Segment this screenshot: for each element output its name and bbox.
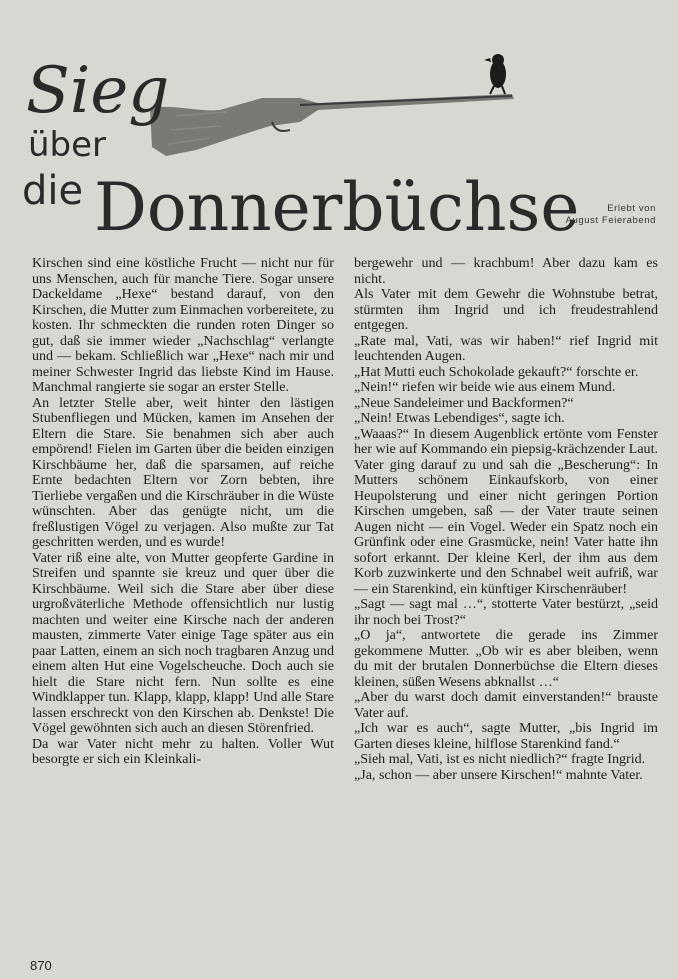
paragraph: „Sieh mal, Vati, ist es nicht niedlich?“ fragte Ingrid. xyxy=(354,751,646,767)
paragraph: „Nein!“ riefen wir beide wie aus einem Mund. xyxy=(354,379,616,395)
text-column-right xyxy=(354,256,658,783)
paragraph: „Nein! Etwas Lebendiges“, sagte ich. xyxy=(354,410,565,426)
starling-bird-illustration xyxy=(484,54,506,94)
page-number: 870 xyxy=(30,958,52,973)
paragraph: An letzter Stelle aber, weit hinter den lästigen Stubenfliegen und Mücken, kamen im Ansehen der Eltern die Stare. Sie benahmen sich aber auch empörend! Fielen im Garten über die beiden einzigen Kirschbäume her, daß die sparsamen, auf reiche Ernte bedachten Eltern vor Zorn bebten, ihre Tierliebe vergaßen und die Kirschräuber in die Wüste wünschten. Aber das genügte nicht, um die freßlustigen Vögel zu verjagen. Also mußte zur Tat geschritten werden, und es wurde! xyxy=(32,394,334,550)
author-credit xyxy=(516,203,656,227)
paragraph: „Waaas?“ In diesem Augenblick ertönte vom Fenster her wie auf Kommando ein piepsig-krächzender Laut. Vater ging darauf zu und sah die „Bescherung“: In Mutters schönem Einkaufskorb, von einer Heupolsterung und einer nicht geringen Portion Kirschen umgeben, saß — der Vater traute seinen Augen nicht — ein Vogel. Weder ein Spatz noch ein Grünfink oder eine Grasmücke, nein! Vater hatte ihn sofort erkannt. Der kleine Kerl, der ihm aus dem Korb zuzwinkerte und den Schnabel weit aufriß, war — ein Starenkind, ein künftiger Kirschenräuber! xyxy=(354,425,658,597)
title-line-sieg: Sieg xyxy=(26,54,170,128)
credit-line-2: August Feierabend xyxy=(565,215,656,226)
credit-line-1: Erlebt von xyxy=(607,203,656,214)
paragraph: „O ja“, antwortete die gerade ins Zimmer gekommene Mutter. „Ob wir es aber bleiben, wenn du mit der brutalen Donnerbüchse die Eltern dieses kleinen, süßen Wesens abknallst …“ xyxy=(354,627,658,690)
rifle-illustration xyxy=(150,94,514,156)
paragraph: bergewehr und — krachbum! Aber dazu kam es nicht. xyxy=(354,255,658,287)
title-line-donnerbuechse: Donnerbüchse xyxy=(94,169,580,246)
paragraph: „Neue Sandeleimer und Backformen?“ xyxy=(354,394,574,411)
paragraph: Kirschen sind eine köstliche Frucht — nicht nur für uns Menschen, auch für manche Tiere. Sogar unsere Dackeldame „Hexe“ bestand darauf, von den Kirschen, die Mutter zum Einmachen vorbereitete, zu kosten. Ihr schmeckten die runden roten Dinger so gut, daß sie immer wieder „Nachschlag“ verlangte und — bekam. Schließlich war „Hexe“ nach mir und meiner Schwester Ingrid das liebste Kind im Hause. Manchmal rangierte sie sogar an erster Stelle. xyxy=(32,255,334,395)
text-column-left xyxy=(32,256,334,768)
title-line-ueber: über xyxy=(28,125,107,165)
paragraph: „Rate mal, Vati, was wir haben!“ rief Ingrid mit leuchtenden Augen. xyxy=(354,332,658,364)
paragraph: Als Vater mit dem Gewehr die Wohnstube betrat, stürmten ihm Ingrid und ich freudestrahlend entgegen. xyxy=(354,286,658,333)
paragraph: „Sagt — sagt mal …“, stotterte Vater bestürzt, „seid ihr noch bei Trost?“ xyxy=(354,596,658,628)
paragraph: „Aber du warst doch damit einverstanden!“ brauste Vater auf. xyxy=(354,689,658,721)
paragraph: Da war Vater nicht mehr zu halten. Voller Wut besorgte er sich ein Kleinkali- xyxy=(32,735,334,767)
paragraph: „Hat Mutti euch Schokolade gekauft?“ forschte er. xyxy=(354,363,639,380)
title-line-die: die xyxy=(22,168,84,214)
paragraph: Vater riß eine alte, von Mutter geopferte Gardine in Streifen und spannte sie kreuz und quer über die Kirschbäume. Weil sich die Stare aber über diese urgroßväterliche Methode offensichtlich nur lustig machten und weiter eine Kirsche nach der anderen mausten, zimmerte Vater einige Tage später aus ein paar Latten, einem an sich noch tragbaren Anzug und einem alten Hut eine Vogelscheuche. Doch auch sie hielt die Stare nicht fern. Nun sollte es eine Windklapper tun. Klapp, klapp, klapp! Und alle Stare lassen erschreckt von den Kirschen ab. Denkste! Die Vögel gewöhnten sich auch an diesen Störenfried. xyxy=(32,549,334,736)
paragraph: „Ich war es auch“, sagte Mutter, „bis Ingrid im Garten dieses kleine, hilflose Starenkind fand.“ xyxy=(354,720,658,752)
paragraph: „Ja, schon — aber unsere Kirschen!“ mahnte Vater. xyxy=(354,766,643,783)
